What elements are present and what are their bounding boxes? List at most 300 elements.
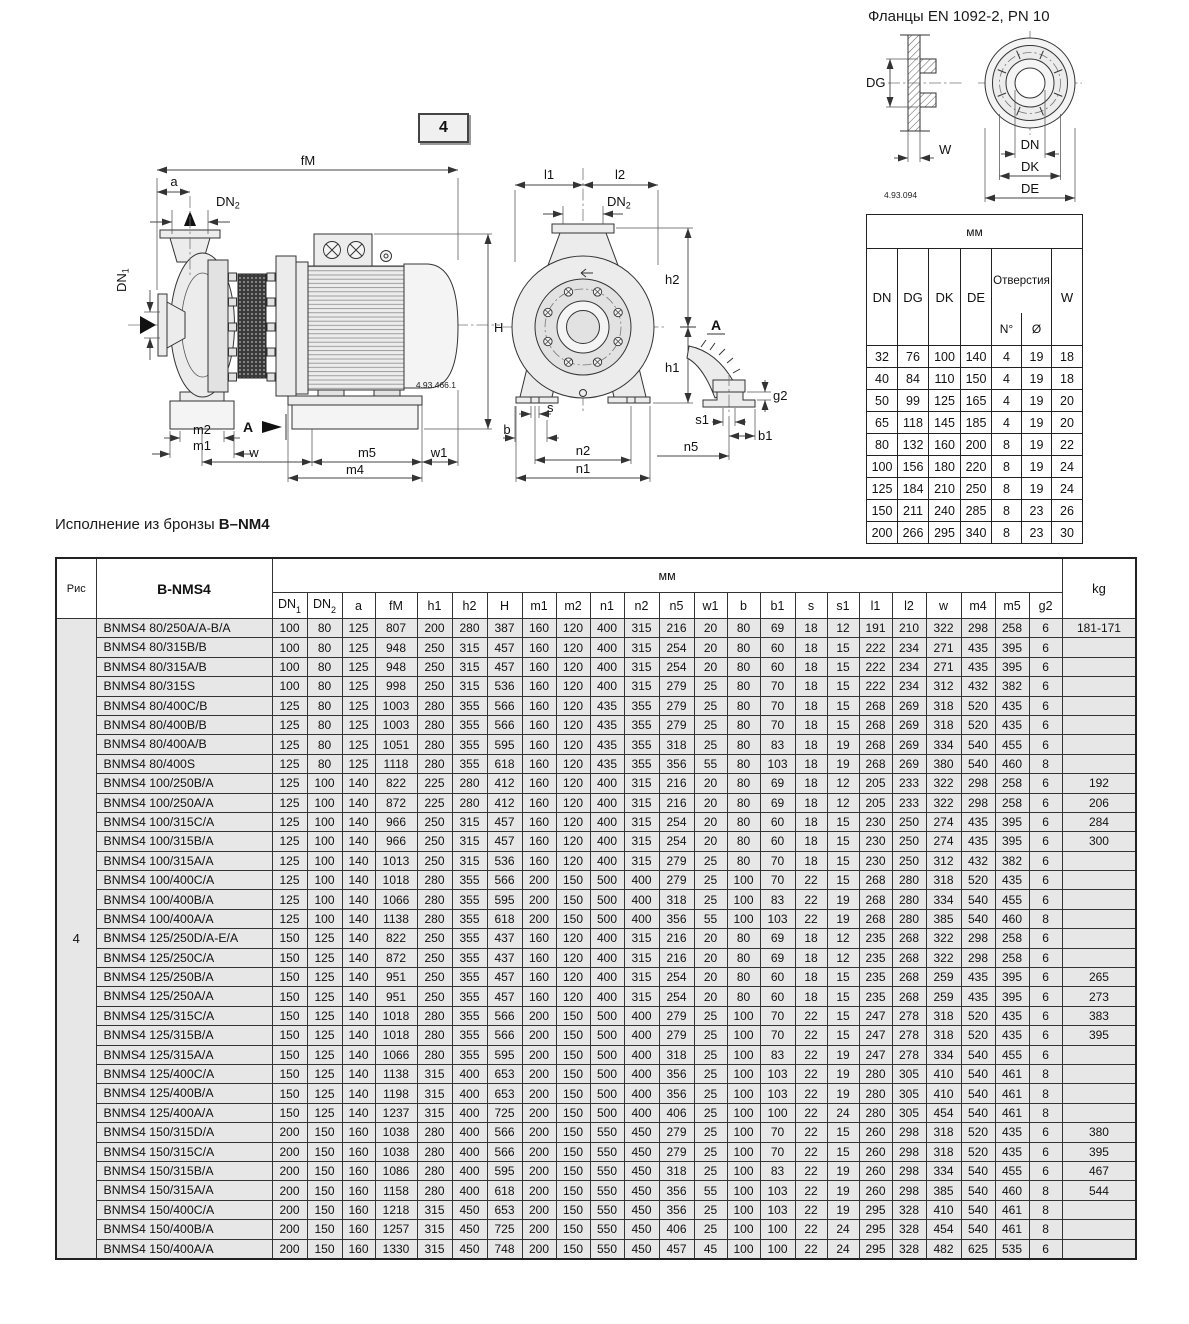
dimension-value-cell: 280 bbox=[417, 715, 452, 734]
dim-col-header: w bbox=[926, 593, 961, 619]
dimension-value-cell: 19 bbox=[827, 1161, 859, 1180]
dimension-value-cell: 380 bbox=[926, 754, 961, 773]
dimension-value-cell: 280 bbox=[417, 871, 452, 890]
dimension-value-cell: 200 bbox=[522, 909, 556, 928]
dimension-value-cell: 6 bbox=[1029, 1161, 1062, 1180]
dimension-value-cell: 160 bbox=[342, 1123, 375, 1142]
dimension-value-cell: 200 bbox=[522, 1045, 556, 1064]
flange-value-cell: 266 bbox=[898, 522, 929, 544]
dimension-value-cell: 315 bbox=[417, 1239, 452, 1259]
dimension-value-cell: 18 bbox=[795, 968, 827, 987]
dimension-value-cell: 20 bbox=[694, 948, 727, 967]
dimension-value-cell: 250 bbox=[417, 657, 452, 676]
dimension-value-cell: 83 bbox=[760, 890, 795, 909]
dimension-value-cell: 385 bbox=[926, 909, 961, 928]
dimension-value-cell: 100 bbox=[272, 619, 307, 638]
dimension-value-cell: 540 bbox=[961, 1084, 995, 1103]
dimension-value-cell: 25 bbox=[694, 890, 727, 909]
dimension-value-cell: 150 bbox=[556, 1239, 590, 1259]
dimension-value-cell: 250 bbox=[892, 851, 926, 870]
dimension-value-cell: 225 bbox=[417, 774, 452, 793]
dimension-value-cell: 60 bbox=[760, 987, 795, 1006]
dimension-value-cell: 19 bbox=[827, 890, 859, 909]
dimension-value-cell: 150 bbox=[556, 1181, 590, 1200]
dimension-value-cell: 536 bbox=[487, 677, 522, 696]
dimension-value-cell: 80 bbox=[307, 657, 342, 676]
dimension-value-cell: 400 bbox=[452, 1123, 487, 1142]
flange-col-holes-count: N° bbox=[992, 313, 1022, 346]
dimension-value-cell: 355 bbox=[452, 1026, 487, 1045]
pump-row bbox=[56, 619, 1136, 638]
dimension-value-cell: 566 bbox=[487, 871, 522, 890]
dimension-value-cell: 18 bbox=[795, 851, 827, 870]
dimension-value-cell: 18 bbox=[795, 987, 827, 1006]
pump-model-name: BNMS4 100/250A/A bbox=[96, 793, 272, 812]
dimension-value-cell: 120 bbox=[556, 793, 590, 812]
pump-model-name: BNMS4 125/315C/A bbox=[96, 1006, 272, 1025]
dimension-value-cell: 618 bbox=[487, 754, 522, 773]
dimension-value-cell: 100 bbox=[307, 909, 342, 928]
dim-label-h1: h1 bbox=[665, 360, 680, 375]
model-column-header: B-NMS4 bbox=[96, 558, 272, 619]
dimension-value-cell: 100 bbox=[727, 1181, 760, 1200]
dimension-value-cell: 318 bbox=[926, 696, 961, 715]
dimension-value-cell: 12 bbox=[827, 793, 859, 812]
figure-number-box: 4 bbox=[418, 113, 469, 143]
flange-table-row bbox=[867, 434, 1083, 456]
dimension-value-cell: 234 bbox=[892, 638, 926, 657]
dimension-value-cell: 1138 bbox=[375, 909, 417, 928]
dimension-value-cell: 70 bbox=[760, 851, 795, 870]
dimension-value-cell: 160 bbox=[522, 812, 556, 831]
dim-label-n2: n2 bbox=[575, 443, 591, 458]
dimension-value-cell: 150 bbox=[307, 1200, 342, 1219]
flange-value-cell: 19 bbox=[1022, 456, 1052, 478]
dimension-value-cell: 15 bbox=[827, 1006, 859, 1025]
dimension-value-cell: 24 bbox=[827, 1103, 859, 1122]
flange-value-cell: 32 bbox=[867, 346, 898, 368]
dimension-value-cell: 550 bbox=[590, 1200, 624, 1219]
dimension-value-cell: 540 bbox=[961, 1045, 995, 1064]
pump-row bbox=[56, 793, 1136, 812]
dimension-value-cell: 100 bbox=[760, 1239, 795, 1259]
dimension-value-cell: 15 bbox=[827, 696, 859, 715]
dim-label-de: DE bbox=[1020, 181, 1040, 196]
dim-label-n1: n1 bbox=[575, 461, 591, 476]
dimension-value-cell: 19 bbox=[827, 1084, 859, 1103]
dimension-value-cell: 280 bbox=[417, 1181, 452, 1200]
dimension-value-cell: 550 bbox=[590, 1123, 624, 1142]
dimension-value-cell: 69 bbox=[760, 948, 795, 967]
dimension-value-cell: 298 bbox=[961, 774, 995, 793]
dimension-value-cell: 200 bbox=[522, 1181, 556, 1200]
dim-col-header: $DN_1$ bbox=[272, 593, 307, 619]
dimension-value-cell: 457 bbox=[487, 657, 522, 676]
dimension-value-cell: 322 bbox=[926, 929, 961, 948]
dimension-value-cell: 60 bbox=[760, 812, 795, 831]
dimension-value-cell: 80 bbox=[727, 677, 760, 696]
dimension-value-cell: 315 bbox=[417, 1200, 452, 1219]
dimension-value-cell: 8 bbox=[1029, 1084, 1062, 1103]
dimension-value-cell: 1003 bbox=[375, 696, 417, 715]
dimension-value-cell: 461 bbox=[995, 1220, 1029, 1239]
dimension-value-cell: 150 bbox=[556, 871, 590, 890]
dimension-value-cell: 279 bbox=[659, 696, 694, 715]
dimension-value-cell: 550 bbox=[590, 1239, 624, 1259]
dimension-value-cell: 80 bbox=[727, 968, 760, 987]
dimension-value-cell: 450 bbox=[624, 1181, 659, 1200]
dimension-value-cell: 298 bbox=[892, 1142, 926, 1161]
dimension-value-cell: 230 bbox=[859, 851, 892, 870]
dimension-value-cell: 457 bbox=[487, 812, 522, 831]
dimension-value-cell: 160 bbox=[522, 754, 556, 773]
pump-model-name: BNMS4 125/250A/A bbox=[96, 987, 272, 1006]
dim-col-header: $DN_2$ bbox=[307, 593, 342, 619]
dimension-value-cell: 69 bbox=[760, 793, 795, 812]
dimension-value-cell: 150 bbox=[556, 1103, 590, 1122]
dimension-value-cell: 235 bbox=[859, 968, 892, 987]
dimension-value-cell: 595 bbox=[487, 1161, 522, 1180]
dimension-value-cell: 100 bbox=[760, 1220, 795, 1239]
flange-value-cell: 184 bbox=[898, 478, 929, 500]
dimension-value-cell: 140 bbox=[342, 851, 375, 870]
dimension-value-cell: 250 bbox=[417, 851, 452, 870]
dimension-value-cell: 120 bbox=[556, 696, 590, 715]
dim-label-dn1: DN1 bbox=[114, 268, 131, 292]
dimension-value-cell: 150 bbox=[272, 1006, 307, 1025]
flange-value-cell: 285 bbox=[961, 500, 992, 522]
pump-row bbox=[56, 774, 1136, 793]
kg-column-header: kg bbox=[1062, 558, 1136, 619]
dimension-value-cell: 280 bbox=[417, 696, 452, 715]
dimension-value-cell: 450 bbox=[624, 1200, 659, 1219]
dimension-value-cell: 216 bbox=[659, 793, 694, 812]
pump-model-name: BNMS4 125/400B/A bbox=[96, 1084, 272, 1103]
dimension-value-cell: 400 bbox=[624, 871, 659, 890]
flange-col-dn: DN bbox=[867, 249, 898, 346]
dimension-value-cell: 19 bbox=[827, 1200, 859, 1219]
dimension-value-cell: 412 bbox=[487, 774, 522, 793]
dimension-value-cell: 315 bbox=[452, 851, 487, 870]
flange-value-cell: 80 bbox=[867, 434, 898, 456]
pump-model-name: BNMS4 125/315B/A bbox=[96, 1026, 272, 1045]
flange-table-row bbox=[867, 368, 1083, 390]
pump-row bbox=[56, 1200, 1136, 1219]
dimension-value-cell: 200 bbox=[522, 1064, 556, 1083]
dimension-value-cell: 125 bbox=[272, 696, 307, 715]
dimension-value-cell: 355 bbox=[452, 754, 487, 773]
weight-cell bbox=[1062, 638, 1136, 657]
dimension-value-cell: 200 bbox=[522, 890, 556, 909]
dimension-value-cell: 279 bbox=[659, 1142, 694, 1161]
dimension-value-cell: 100 bbox=[727, 1064, 760, 1083]
dimension-value-cell: 318 bbox=[659, 735, 694, 754]
weight-cell bbox=[1062, 696, 1136, 715]
weight-cell: 265 bbox=[1062, 968, 1136, 987]
dimension-value-cell: 1066 bbox=[375, 1045, 417, 1064]
dimension-value-cell: 280 bbox=[417, 1006, 452, 1025]
dim-col-header: s1 bbox=[827, 593, 859, 619]
weight-cell bbox=[1062, 890, 1136, 909]
dimension-value-cell: 254 bbox=[659, 812, 694, 831]
dimension-value-cell: 400 bbox=[590, 968, 624, 987]
dimension-value-cell: 254 bbox=[659, 657, 694, 676]
weight-cell: 284 bbox=[1062, 812, 1136, 831]
dimension-value-cell: 540 bbox=[961, 890, 995, 909]
dimension-value-cell: 8 bbox=[1029, 1200, 1062, 1219]
motor-body bbox=[308, 266, 404, 390]
pump-model-name: BNMS4 150/315D/A bbox=[96, 1123, 272, 1142]
flange-value-cell: 145 bbox=[929, 412, 961, 434]
dimension-value-cell: 435 bbox=[961, 987, 995, 1006]
dimension-value-cell: 19 bbox=[827, 1064, 859, 1083]
flange-value-cell: 19 bbox=[1022, 412, 1052, 434]
dimension-value-cell: 200 bbox=[272, 1142, 307, 1161]
dimension-value-cell: 807 bbox=[375, 619, 417, 638]
dimension-value-cell: 100 bbox=[272, 657, 307, 676]
dim-label-b: b bbox=[503, 422, 511, 437]
dimension-value-cell: 520 bbox=[961, 871, 995, 890]
dimension-value-cell: 80 bbox=[727, 832, 760, 851]
pump-row bbox=[56, 657, 1136, 676]
dimension-value-cell: 200 bbox=[522, 1026, 556, 1045]
dimension-value-cell: 200 bbox=[272, 1181, 307, 1200]
dimension-value-cell: 318 bbox=[926, 1026, 961, 1045]
pump-row bbox=[56, 1142, 1136, 1161]
dimension-value-cell: 18 bbox=[795, 638, 827, 657]
dimension-value-cell: 312 bbox=[926, 851, 961, 870]
dimension-value-cell: 653 bbox=[487, 1084, 522, 1103]
dimension-value-cell: 120 bbox=[556, 774, 590, 793]
pump-row bbox=[56, 968, 1136, 987]
dimension-value-cell: 20 bbox=[694, 619, 727, 638]
flange-value-cell: 19 bbox=[1022, 346, 1052, 368]
dimension-value-cell: 19 bbox=[827, 1045, 859, 1064]
dimension-value-cell: 269 bbox=[892, 696, 926, 715]
weight-cell bbox=[1062, 1103, 1136, 1122]
dimension-value-cell: 271 bbox=[926, 638, 961, 657]
dimension-value-cell: 315 bbox=[624, 948, 659, 967]
dimension-value-cell: 22 bbox=[795, 1239, 827, 1259]
dim-label-dn2-front: DN2 bbox=[607, 194, 631, 211]
dimension-value-cell: 25 bbox=[694, 1103, 727, 1122]
dimension-value-cell: 150 bbox=[556, 1220, 590, 1239]
dimension-value-cell: 150 bbox=[307, 1220, 342, 1239]
weight-cell: 181-171 bbox=[1062, 619, 1136, 638]
weight-cell: 300 bbox=[1062, 832, 1136, 851]
dimension-value-cell: 279 bbox=[659, 1123, 694, 1142]
dimension-value-cell: 520 bbox=[961, 1142, 995, 1161]
dimension-value-cell: 125 bbox=[342, 619, 375, 638]
dimension-value-cell: 120 bbox=[556, 948, 590, 967]
dimension-value-cell: 500 bbox=[590, 1084, 624, 1103]
pump-row bbox=[56, 851, 1136, 870]
dimension-value-cell: 500 bbox=[590, 1026, 624, 1045]
dimension-value-cell: 120 bbox=[556, 987, 590, 1006]
dimension-value-cell: 1003 bbox=[375, 715, 417, 734]
dimension-value-cell: 315 bbox=[417, 1064, 452, 1083]
dimension-value-cell: 461 bbox=[995, 1200, 1029, 1219]
dimension-value-cell: 298 bbox=[961, 619, 995, 638]
pump-row bbox=[56, 677, 1136, 696]
flange-value-cell: 125 bbox=[867, 478, 898, 500]
dimension-value-cell: 1013 bbox=[375, 851, 417, 870]
dimension-value-cell: 125 bbox=[272, 715, 307, 734]
dimension-value-cell: 18 bbox=[795, 948, 827, 967]
flange-table-row bbox=[867, 390, 1083, 412]
dimension-value-cell: 279 bbox=[659, 1006, 694, 1025]
flange-value-cell: 50 bbox=[867, 390, 898, 412]
flange-value-cell: 110 bbox=[929, 368, 961, 390]
dimension-value-cell: 278 bbox=[892, 1026, 926, 1045]
section-a-detail-label: A bbox=[710, 317, 722, 333]
dimension-value-cell: 150 bbox=[556, 1026, 590, 1045]
dimension-value-cell: 120 bbox=[556, 657, 590, 676]
dimension-value-cell: 298 bbox=[892, 1161, 926, 1180]
dimension-value-cell: 395 bbox=[995, 638, 1029, 657]
dimension-value-cell: 280 bbox=[417, 1123, 452, 1142]
dimension-value-cell: 355 bbox=[452, 735, 487, 754]
dimension-value-cell: 150 bbox=[272, 987, 307, 1006]
dimension-value-cell: 140 bbox=[342, 1084, 375, 1103]
dimension-value-cell: 100 bbox=[272, 638, 307, 657]
dimension-value-cell: 140 bbox=[342, 1006, 375, 1025]
dimension-value-cell: 334 bbox=[926, 1161, 961, 1180]
flange-section-title: Фланцы EN 1092-2, PN 10 bbox=[868, 8, 1050, 25]
dimension-value-cell: 20 bbox=[694, 657, 727, 676]
dimension-value-cell: 653 bbox=[487, 1200, 522, 1219]
flange-value-cell: 132 bbox=[898, 434, 929, 456]
dimension-value-cell: 100 bbox=[727, 1161, 760, 1180]
dimension-value-cell: 540 bbox=[961, 1181, 995, 1200]
flange-value-cell: 4 bbox=[992, 412, 1022, 434]
dimension-value-cell: 160 bbox=[522, 987, 556, 1006]
dimension-value-cell: 125 bbox=[342, 754, 375, 773]
dim-col-header: m1 bbox=[522, 593, 556, 619]
dimension-value-cell: 18 bbox=[795, 696, 827, 715]
dimension-value-cell: 437 bbox=[487, 929, 522, 948]
dimension-value-cell: 15 bbox=[827, 1026, 859, 1045]
dimension-value-cell: 395 bbox=[995, 987, 1029, 1006]
dimension-value-cell: 18 bbox=[795, 754, 827, 773]
dimension-value-cell: 222 bbox=[859, 657, 892, 676]
dimension-value-cell: 125 bbox=[342, 657, 375, 676]
dimension-value-cell: 355 bbox=[452, 968, 487, 987]
dimension-value-cell: 1086 bbox=[375, 1161, 417, 1180]
dimension-value-cell: 550 bbox=[590, 1142, 624, 1161]
dimension-value-cell: 235 bbox=[859, 948, 892, 967]
dimension-value-cell: 355 bbox=[452, 929, 487, 948]
flange-value-cell: 185 bbox=[961, 412, 992, 434]
dimension-value-cell: 268 bbox=[892, 929, 926, 948]
dimension-value-cell: 60 bbox=[760, 657, 795, 676]
dimension-value-cell: 234 bbox=[892, 657, 926, 676]
dimension-value-cell: 100 bbox=[727, 890, 760, 909]
dim-col-header: n2 bbox=[624, 593, 659, 619]
flange-value-cell: 4 bbox=[992, 368, 1022, 390]
dimension-value-cell: 100 bbox=[307, 812, 342, 831]
dimension-value-cell: 25 bbox=[694, 696, 727, 715]
dimension-value-cell: 382 bbox=[995, 851, 1029, 870]
dimension-value-cell: 18 bbox=[795, 929, 827, 948]
flange-value-cell: 8 bbox=[992, 500, 1022, 522]
dimension-value-cell: 6 bbox=[1029, 696, 1062, 715]
fig-column-header: Рис bbox=[56, 558, 96, 619]
dimension-value-cell: 100 bbox=[307, 793, 342, 812]
dimension-value-cell: 140 bbox=[342, 1103, 375, 1122]
dimension-value-cell: 25 bbox=[694, 1220, 727, 1239]
flange-value-cell: 22 bbox=[1052, 434, 1083, 456]
dimension-value-cell: 400 bbox=[590, 987, 624, 1006]
dimension-value-cell: 450 bbox=[624, 1123, 659, 1142]
dimension-value-cell: 125 bbox=[272, 735, 307, 754]
flange-value-cell: 100 bbox=[867, 456, 898, 478]
flange-table-row bbox=[867, 412, 1083, 434]
dimension-value-cell: 520 bbox=[961, 715, 995, 734]
dimension-value-cell: 6 bbox=[1029, 871, 1062, 890]
pump-model-name: BNMS4 150/315B/A bbox=[96, 1161, 272, 1180]
dimension-value-cell: 315 bbox=[624, 677, 659, 696]
flange-value-cell: 8 bbox=[992, 478, 1022, 500]
dimension-value-cell: 315 bbox=[417, 1103, 452, 1122]
pump-model-name: BNMS4 125/400C/A bbox=[96, 1064, 272, 1083]
dimension-value-cell: 150 bbox=[272, 1103, 307, 1122]
dimension-value-cell: 6 bbox=[1029, 929, 1062, 948]
flange-value-cell: 118 bbox=[898, 412, 929, 434]
dimension-value-cell: 260 bbox=[859, 1123, 892, 1142]
pump-model-name: BNMS4 100/315B/A bbox=[96, 832, 272, 851]
dimension-value-cell: 400 bbox=[624, 1026, 659, 1045]
dimension-value-cell: 356 bbox=[659, 1064, 694, 1083]
dimension-value-cell: 280 bbox=[417, 1045, 452, 1064]
dimension-value-cell: 103 bbox=[760, 1064, 795, 1083]
dimension-value-cell: 100 bbox=[272, 677, 307, 696]
dimension-value-cell: 500 bbox=[590, 1045, 624, 1064]
pump-row bbox=[56, 1064, 1136, 1083]
dimension-value-cell: 625 bbox=[961, 1239, 995, 1259]
dimension-value-cell: 274 bbox=[926, 832, 961, 851]
dimension-value-cell: 80 bbox=[727, 619, 760, 638]
flange-value-cell: 23 bbox=[1022, 522, 1052, 544]
dimension-value-cell: 550 bbox=[590, 1181, 624, 1200]
dimension-value-cell: 125 bbox=[307, 1006, 342, 1025]
dimension-value-cell: 160 bbox=[342, 1220, 375, 1239]
dimension-value-cell: 22 bbox=[795, 1026, 827, 1045]
dimension-value-cell: 566 bbox=[487, 1006, 522, 1025]
dimension-value-cell: 400 bbox=[452, 1103, 487, 1122]
dimension-value-cell: 225 bbox=[417, 793, 452, 812]
dimension-value-cell: 1198 bbox=[375, 1084, 417, 1103]
dimension-value-cell: 80 bbox=[727, 657, 760, 676]
dimension-value-cell: 259 bbox=[926, 968, 961, 987]
dimension-value-cell: 1066 bbox=[375, 890, 417, 909]
dimension-value-cell: 6 bbox=[1029, 1045, 1062, 1064]
dimension-value-cell: 298 bbox=[961, 793, 995, 812]
dimension-value-cell: 160 bbox=[522, 851, 556, 870]
dimension-value-cell: 250 bbox=[417, 929, 452, 948]
dim-label-g2: g2 bbox=[773, 388, 788, 403]
dimension-value-cell: 125 bbox=[342, 715, 375, 734]
dimension-value-cell: 315 bbox=[452, 677, 487, 696]
dimension-value-cell: 70 bbox=[760, 677, 795, 696]
weight-cell: 395 bbox=[1062, 1026, 1136, 1045]
dimension-value-cell: 315 bbox=[417, 1084, 452, 1103]
dimension-value-cell: 216 bbox=[659, 929, 694, 948]
dimension-value-cell: 356 bbox=[659, 909, 694, 928]
dimension-value-cell: 160 bbox=[342, 1142, 375, 1161]
dimension-value-cell: 200 bbox=[522, 1103, 556, 1122]
dimension-value-cell: 8 bbox=[1029, 754, 1062, 773]
